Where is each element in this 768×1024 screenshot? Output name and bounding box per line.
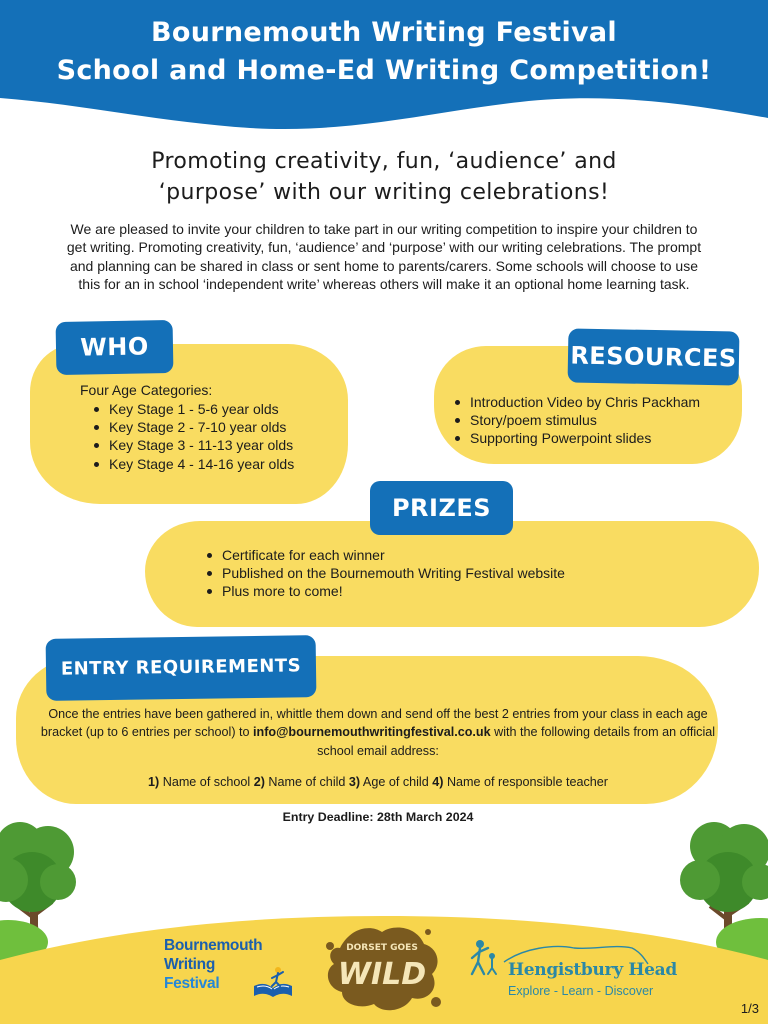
entry-deadline: Entry Deadline: 28th March 2024 [282, 810, 474, 824]
logo-text: Bournemouth [164, 937, 263, 954]
list-item: Supporting Powerpoint slides [451, 429, 741, 447]
detail-text: Name of school [159, 775, 254, 789]
list-item: Key Stage 4 - 14-16 year olds [90, 455, 340, 473]
who-heading: Four Age Categories: [80, 382, 213, 398]
tagline [0, 146, 768, 208]
entry-text-after: with the following details from an official school email address: [317, 725, 716, 758]
entry-label: ENTRY REQUIREMENTS [46, 635, 317, 701]
resources-list [451, 393, 741, 448]
detail-text: Name of responsible teacher [443, 775, 608, 789]
title-line-1: Bournemouth Writing Festival [151, 17, 617, 48]
entry-details [28, 773, 728, 791]
age-category-list [80, 400, 340, 473]
page-title [0, 14, 768, 90]
entry-instructions [28, 705, 728, 760]
detail-num: 1) [148, 775, 160, 789]
bournemouth-writing-festival-logo [164, 936, 294, 1000]
logo-text: Festival [164, 975, 220, 992]
list-item: Introduction Video by Chris Packham [451, 393, 741, 411]
logo-subtitle: Explore - Learn - Discover [508, 984, 654, 998]
intro-paragraph: We are pleased to invite your children to take part in our writing competition to inspire your children to get writing. Promoting creativity, fun, ‘audience’ and ‘purpose’ with our writing celebrations. The prompt and planning can be shared in class or sent home to parents/carers. Some schools will choose to use this for an in school ‘independent write’ whereas others will make it an optional home learning task. [66, 221, 702, 293]
detail-num: 2) [253, 775, 265, 789]
logo-text: DORSET GOES [346, 943, 418, 953]
book-icon [252, 964, 294, 998]
logo-text: Hengistbury Head [508, 960, 677, 980]
prizes-list [203, 546, 723, 601]
list-item: Plus more to come! [203, 582, 723, 600]
prizes-content [203, 546, 723, 601]
detail-text: Age of child [360, 775, 433, 789]
prizes-label: PRIZES [370, 481, 513, 535]
detail-num: 3) [348, 775, 361, 789]
list-item: Story/poem stimulus [451, 411, 741, 429]
detail-text: Name of child [264, 775, 349, 789]
resources-label: RESOURCES [568, 329, 740, 386]
page-number: 1/3 [740, 1001, 759, 1016]
title-line-2: School and Home-Ed Writing Competition! [56, 55, 712, 86]
list-item: Certificate for each winner [203, 546, 723, 564]
who-label: WHO [56, 320, 174, 375]
dorset-goes-wild-logo [320, 918, 444, 1018]
logo-text: WILD [337, 957, 427, 992]
list-item: Key Stage 2 - 7-10 year olds [90, 418, 340, 436]
detail-num: 4) [432, 775, 444, 789]
tagline-line-1: Promoting creativity, fun, ‘audience’ and [151, 149, 617, 174]
list-item: Key Stage 1 - 5-6 year olds [90, 400, 340, 418]
entry-text-before: Once the entries have been gathered in, whittle them down and send off the best 2 entries from your class in each age bracket (up to 6 entries per school) to [40, 707, 708, 740]
list-item: Published on the Bournemouth Writing Festival website [203, 564, 723, 582]
hengistbury-head-logo [464, 934, 677, 1004]
list-item: Key Stage 3 - 11-13 year olds [90, 436, 340, 454]
logo-text: Writing [164, 956, 215, 973]
resources-content [451, 393, 741, 448]
entry-email-link[interactable]: info@bournemouthwritingfestival.co.uk [253, 725, 491, 740]
who-content [80, 381, 340, 473]
tagline-line-2: ‘purpose’ with our writing celebrations! [158, 180, 610, 205]
